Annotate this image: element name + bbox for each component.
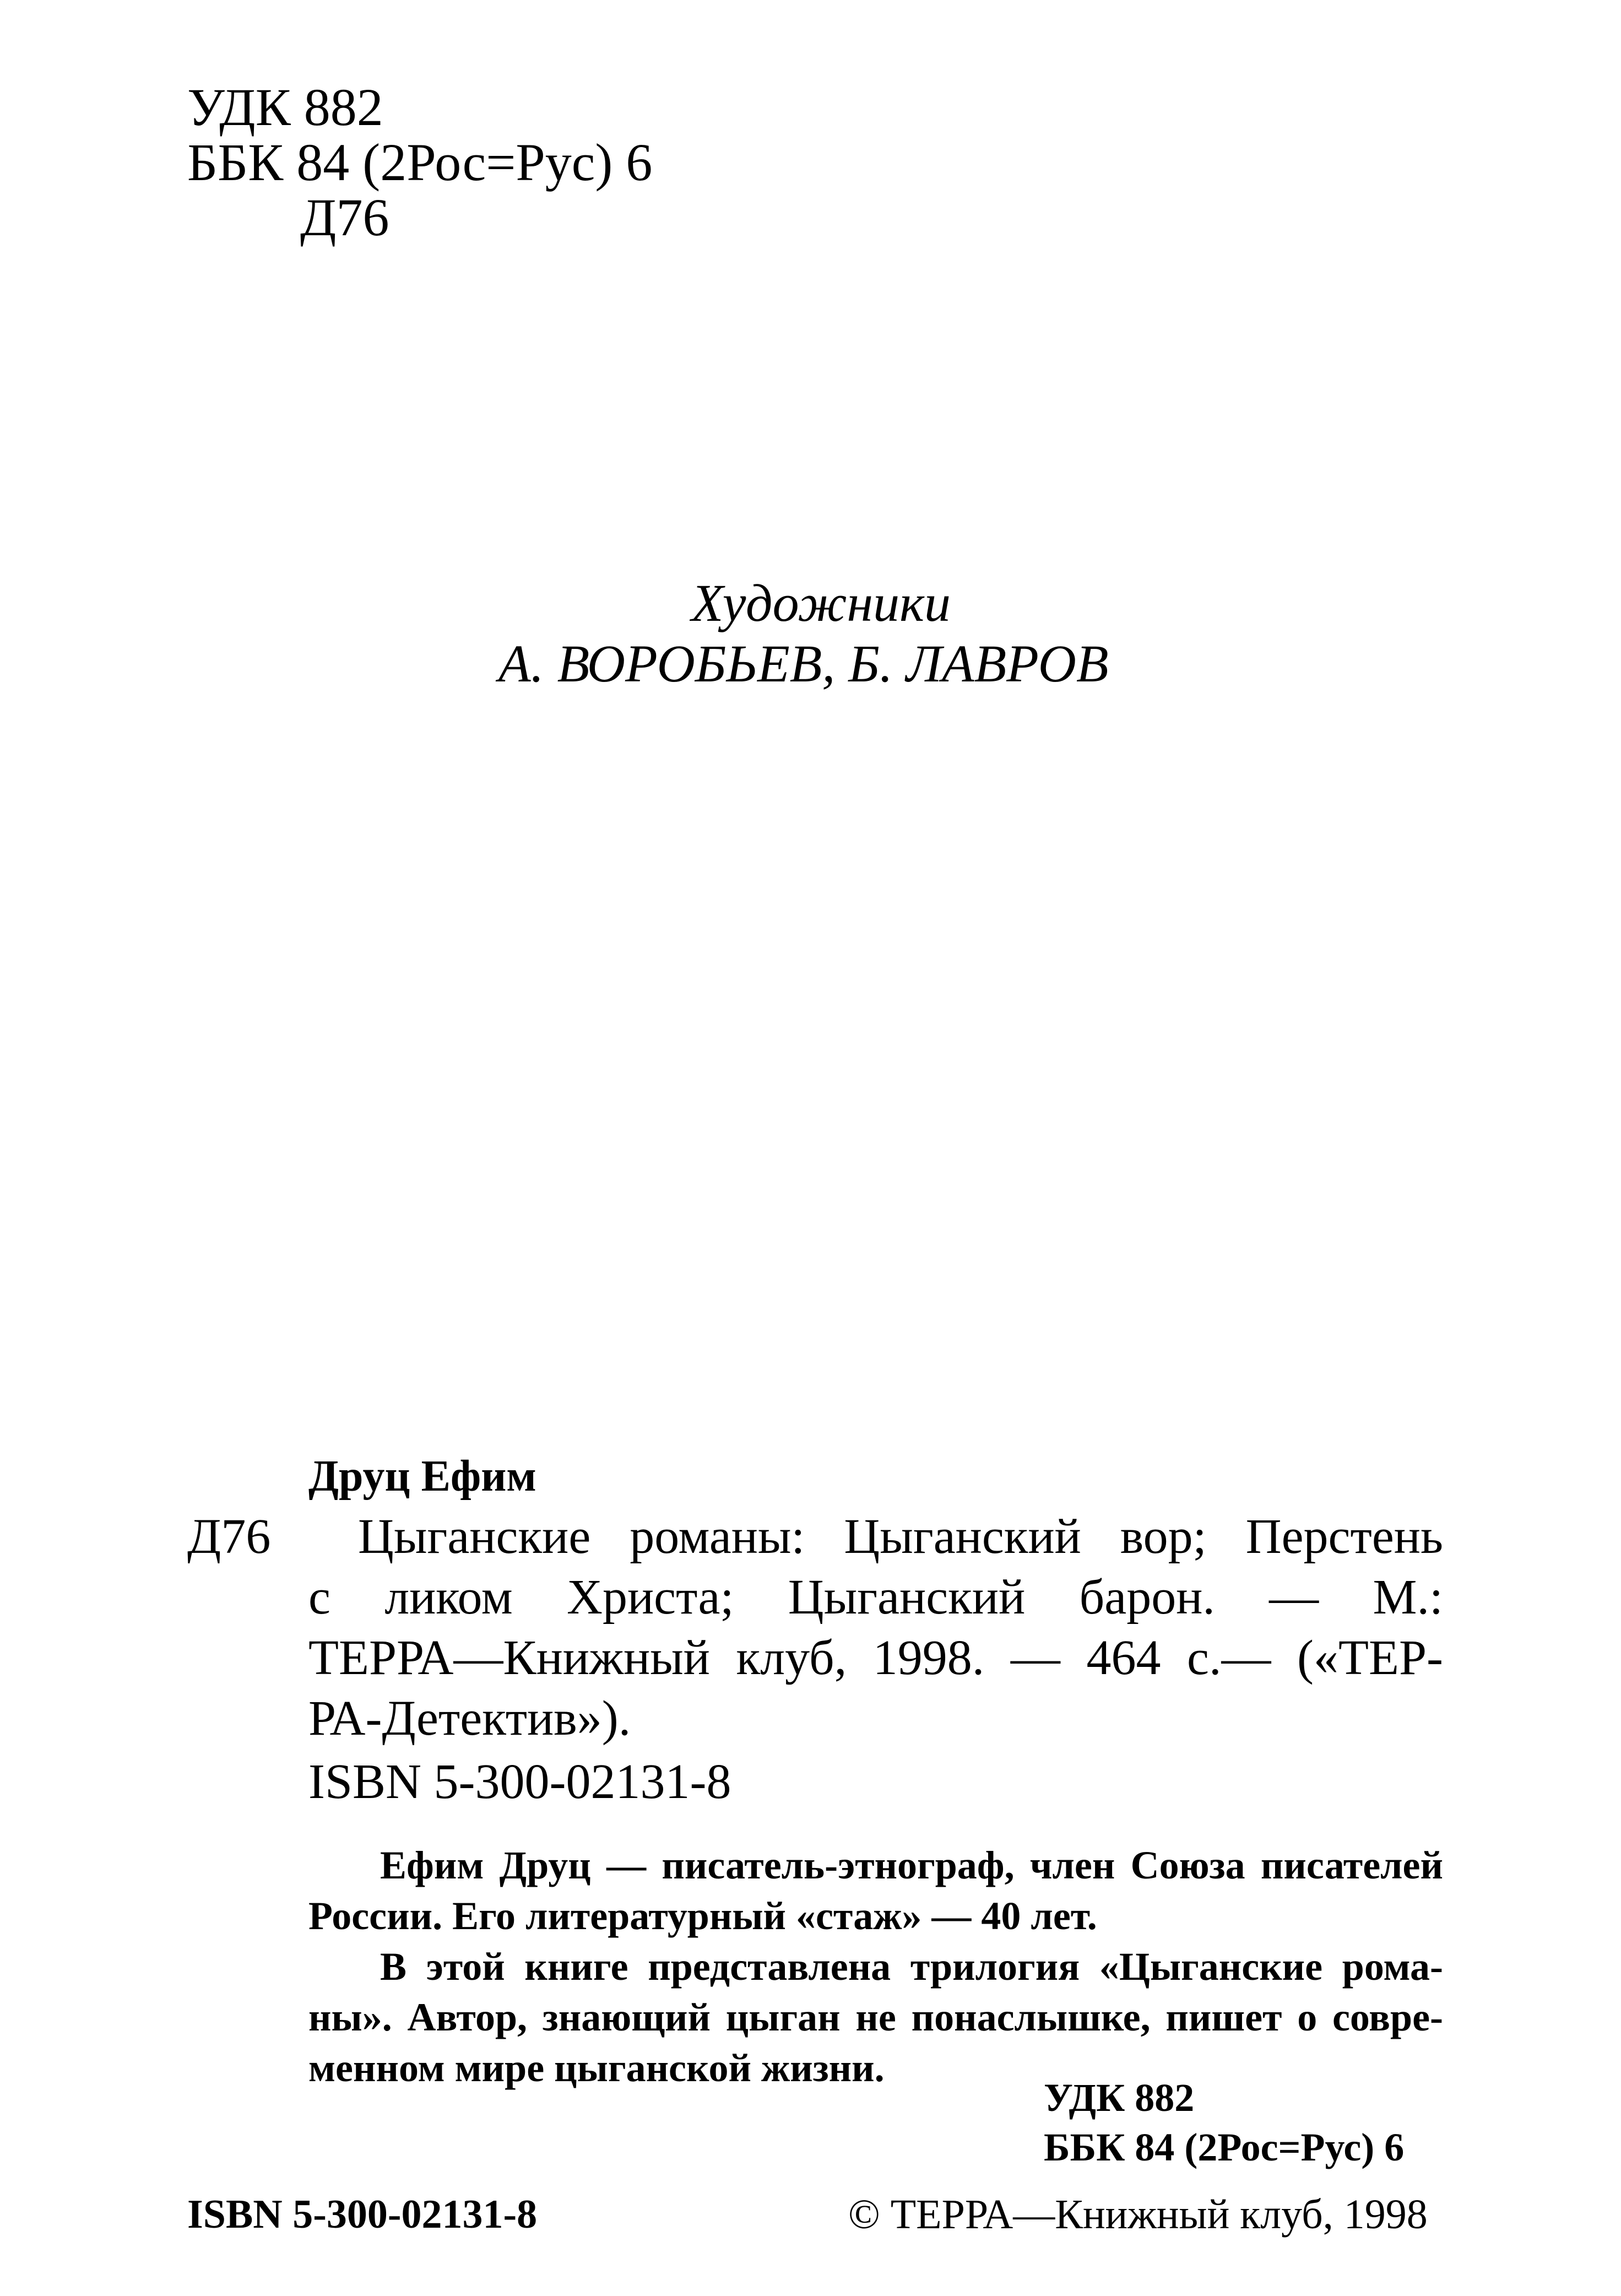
footer-bbk: ББК 84 (2Рос=Рус) 6	[1044, 2125, 1405, 2169]
header-bbk: ББК 84 (2Рос=Рус) 6	[187, 133, 653, 192]
artists-title: Художники	[691, 573, 951, 632]
annotation-line: В этой книге представлена трилогия «Цыганские рома-	[380, 1945, 1443, 1989]
header-code: Д76	[300, 188, 389, 247]
footer-isbn: ISBN 5-300-02131-8	[187, 2192, 538, 2237]
entry-isbn: ISBN 5-300-02131-8	[308, 1755, 731, 1809]
footer-udk: УДК 882	[1044, 2076, 1195, 2120]
entry-line: РА-Детектив»).	[308, 1691, 631, 1746]
annotation-line: России. Его литературный «стаж» — 40 лет.	[308, 1894, 1097, 1938]
entry-description	[308, 1507, 1443, 1749]
entry-line: с ликом Христа; Цыганский барон. — М.:	[308, 1570, 1443, 1624]
annotation	[308, 1840, 1443, 2093]
entry-line: ТЕРРА—Книжный клуб, 1998. — 464 с.— («ТЕР-	[308, 1631, 1443, 1685]
header-udk: УДК 882	[187, 78, 383, 137]
entry-author: Друц Ефим	[308, 1452, 536, 1501]
annotation-line: ны». Автор, знающий цыган не понаслышке, пишет о совре-	[308, 1995, 1443, 2039]
annotation-line: Ефим Друц — писатель-этнограф, член Союза писателей	[380, 1843, 1443, 1887]
annotation-line: менном мире цыганской жизни.	[308, 2046, 885, 2090]
entry-line: Цыганские романы: Цыганский вор; Перстень	[358, 1509, 1443, 1564]
footer-copyright: © ТЕРРА—Книжный клуб, 1998	[848, 2191, 1428, 2238]
artists-names: А. ВОРОБЬЕВ, Б. ЛАВРОВ	[498, 634, 1109, 693]
entry-code: Д76	[187, 1509, 271, 1564]
